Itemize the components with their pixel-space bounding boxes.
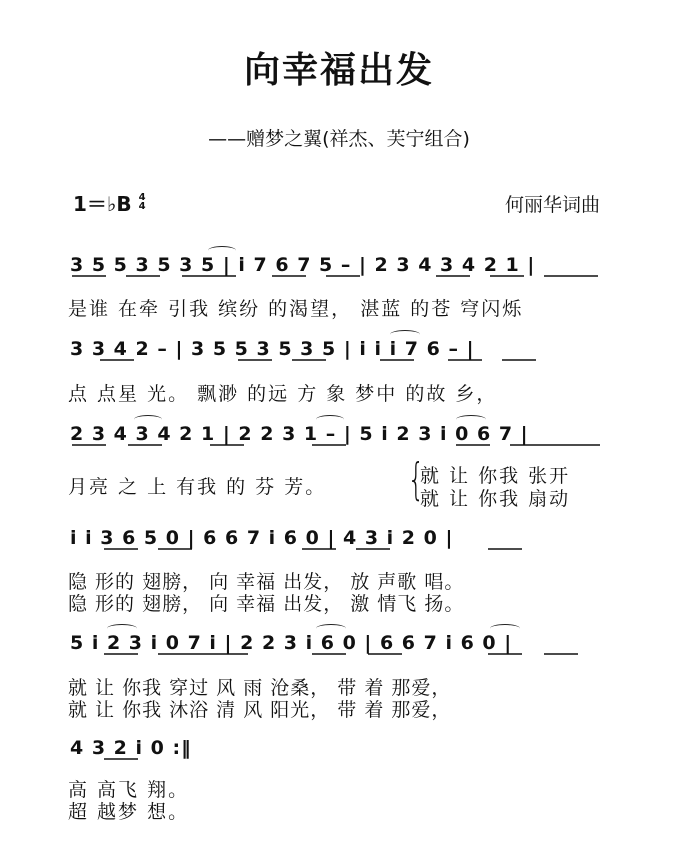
song-title: 向幸福出发	[243, 50, 434, 91]
lyric-line: 超 越梦 想。	[68, 801, 190, 823]
lyric-brace: {	[407, 454, 425, 505]
lyric-line: 就 让 你我 沐浴 清 风 阳光， 带 着 那爱，	[68, 699, 452, 721]
notation-line: 5 i 2 3 i 0 7 i | 2 2 3 i 6 0 | 6 6 7 i 6 0 |	[70, 632, 513, 654]
slur-mark	[107, 624, 137, 633]
slur-mark	[208, 246, 236, 255]
key-label: 1＝♭B	[73, 192, 132, 216]
time-signature-top: 4	[138, 192, 146, 203]
lyric-line: 是谁 在牵 引我 缤纷 的渴望， 湛蓝 的苍 穹闪烁	[68, 298, 524, 320]
notation-line: 3 5 5 3 5 3 5 | i 7 6 7 5 – | 2 3 4 3 4 2 1 |	[70, 254, 536, 276]
lyricist-composer: 何丽华词曲	[505, 194, 601, 216]
slur-mark	[456, 415, 486, 424]
time-signature	[139, 193, 146, 211]
song-dedication: ——赠梦之翼(祥杰、芙宁组合)	[208, 128, 470, 150]
lyric-line: 点 点星 光。 飘渺 的远 方 象 梦中 的故 乡，	[68, 383, 498, 405]
notation-line: 2 3 4 3 4 2 1 | 2 2 3 1 – | 5 i 2 3 i 0 6 7 |	[70, 423, 529, 445]
lyric-line: 隐 形的 翅膀， 向 幸福 出发， 激 情飞 扬。	[68, 593, 465, 615]
notation-line: 4 3 2 i 0 :‖	[70, 737, 192, 759]
lyric-line: 隐 形的 翅膀， 向 幸福 出发， 放 声歌 唱。	[68, 571, 465, 593]
slur-mark	[490, 624, 520, 633]
slur-mark	[316, 415, 344, 424]
slur-mark	[316, 624, 346, 633]
lyric-line: 月亮 之 上 有我 的 芬 芳。	[68, 476, 327, 498]
lyric-line: 就 让 你我 扇动	[420, 488, 571, 510]
lyric-line: 就 让 你我 穿过 风 雨 沧桑， 带 着 那爱，	[68, 677, 452, 699]
notation-line: i i 3 6 5 0 | 6 6 7 i 6 0 | 4 3 i 2 0 |	[70, 527, 454, 549]
time-signature-bottom: 4	[138, 201, 146, 212]
notation-line: 3 3 4 2 – | 3 5 5 3 5 3 5 | i i i 7 6 – |	[70, 338, 475, 360]
slur-mark	[134, 415, 162, 424]
slur-mark	[390, 330, 420, 339]
key-signature	[73, 188, 146, 217]
lyric-line: 高 高飞 翔。	[68, 779, 190, 801]
lyric-line: 就 让 你我 张开	[420, 465, 571, 487]
